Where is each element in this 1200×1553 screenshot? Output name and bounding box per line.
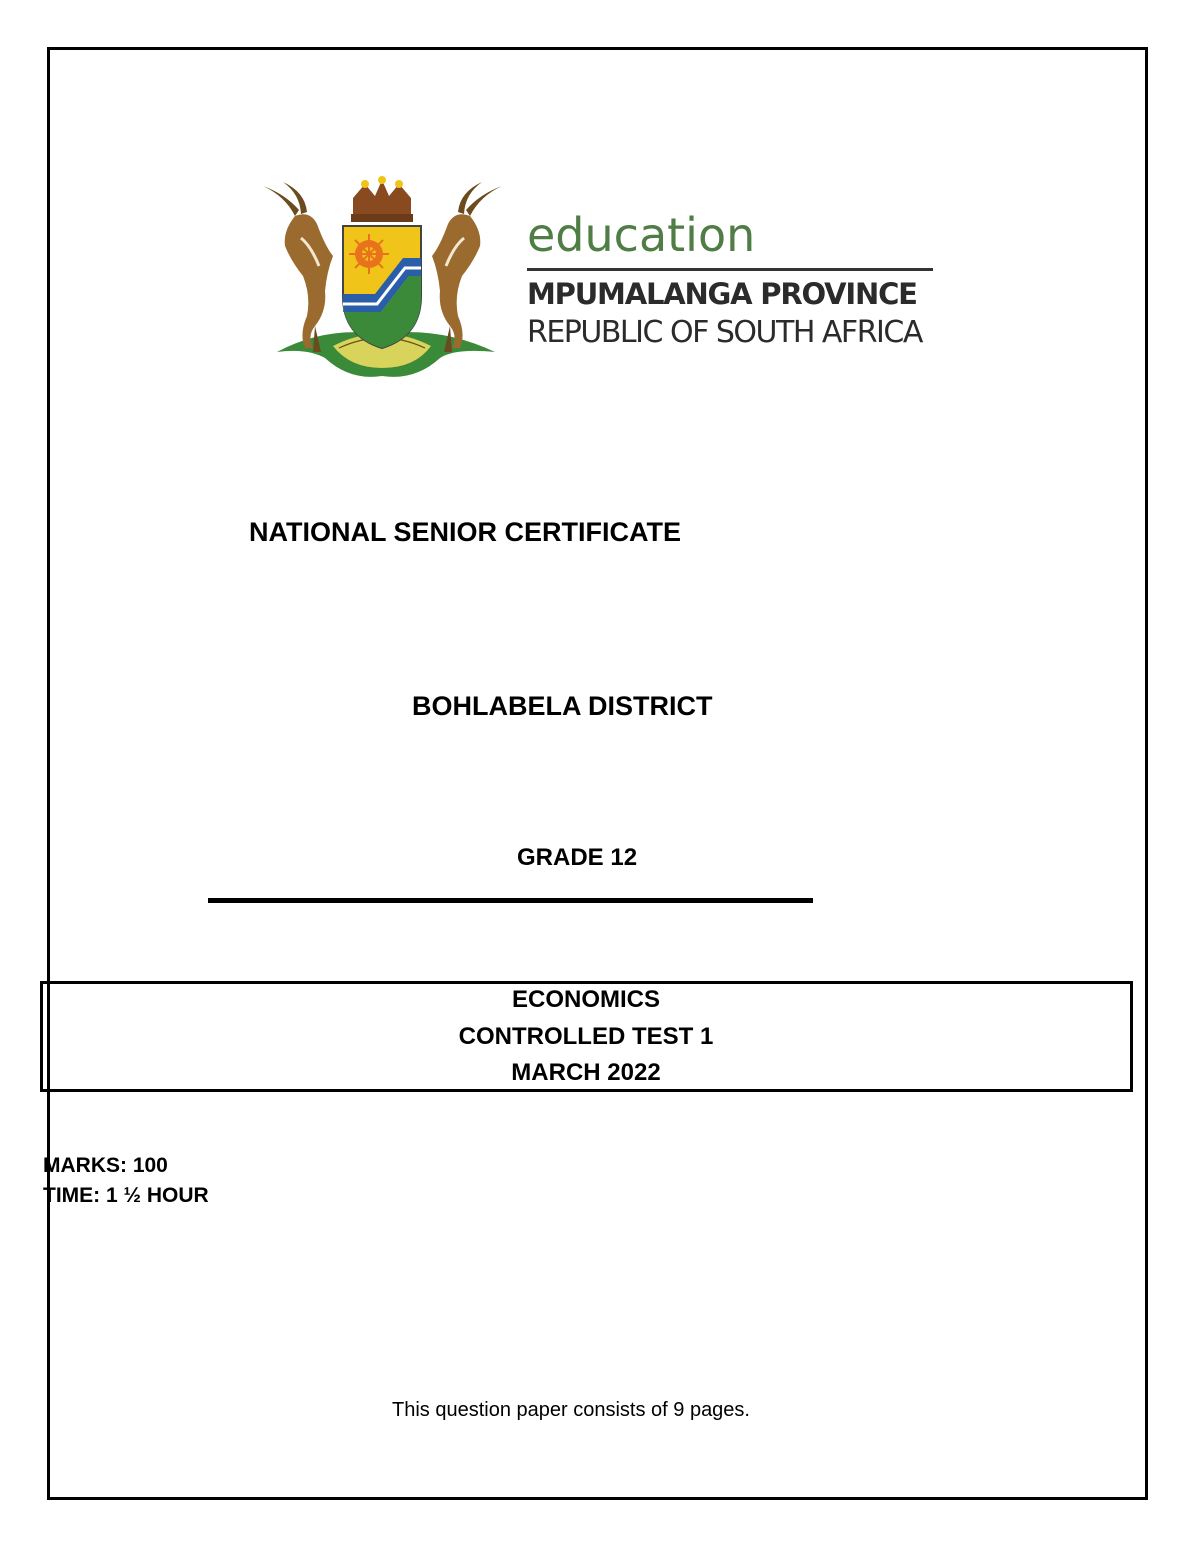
page-count-note: This question paper consists of 9 pages. bbox=[392, 1399, 750, 1421]
test-name: CONTROLLED TEST 1 bbox=[458, 1023, 714, 1050]
subject-name: ECONOMICS bbox=[511, 986, 660, 1013]
logo-wordmark: education bbox=[527, 208, 756, 262]
district-title: BOHLABELA DISTRICT bbox=[412, 691, 713, 721]
coat-of-arms-icon bbox=[255, 176, 510, 381]
test-date: MARCH 2022 bbox=[511, 1059, 661, 1086]
time-label: TIME: 1 ½ HOUR bbox=[43, 1184, 209, 1207]
certificate-title: NATIONAL SENIOR CERTIFICATE bbox=[249, 517, 681, 547]
logo-province: MPUMALANGA PROVINCE bbox=[527, 277, 917, 311]
grade-underline bbox=[208, 898, 813, 903]
logo-country: REPUBLIC OF SOUTH AFRICA bbox=[527, 315, 922, 350]
logo-divider bbox=[527, 268, 933, 271]
department-logo bbox=[255, 176, 955, 386]
marks-label: MARKS: 100 bbox=[43, 1154, 168, 1177]
grade-title: GRADE 12 bbox=[517, 844, 638, 871]
